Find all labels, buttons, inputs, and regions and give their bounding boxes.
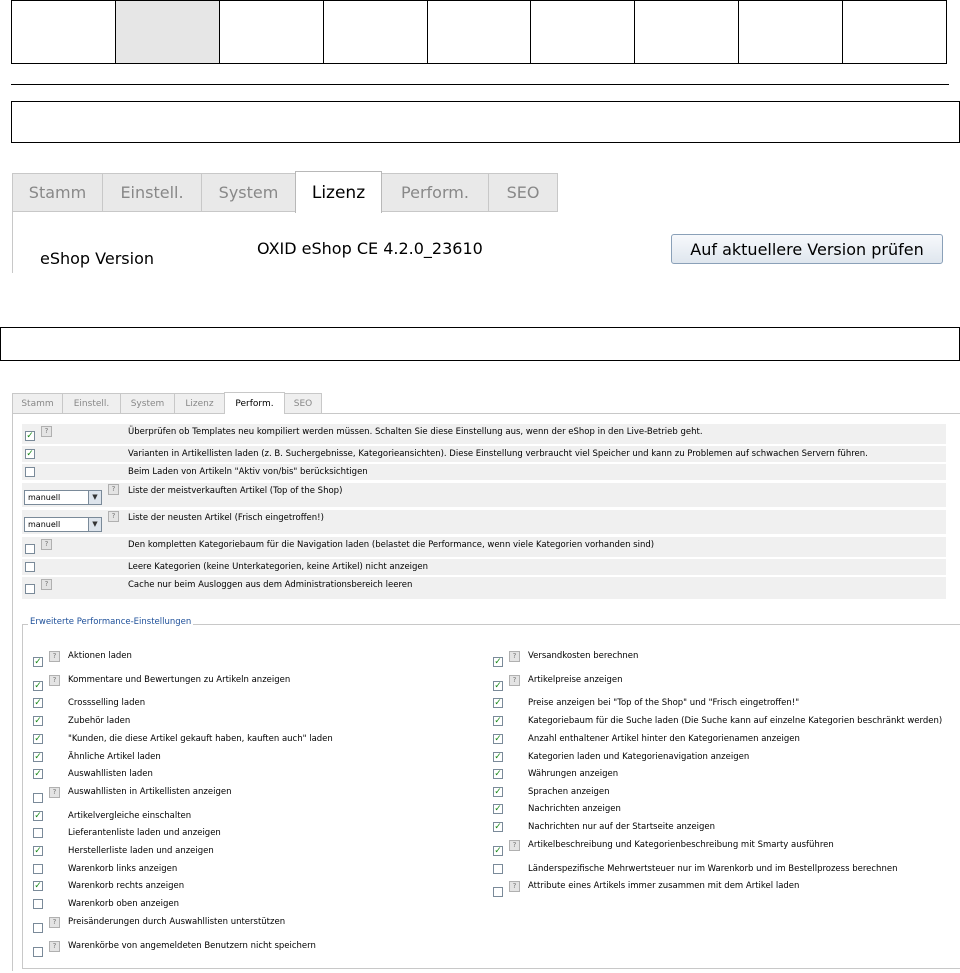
help-icon[interactable]: ?: [41, 579, 52, 590]
option-label: Zubehör laden: [68, 716, 131, 726]
top-cell: [324, 1, 428, 63]
help-icon[interactable]: ?: [509, 675, 520, 686]
help-icon[interactable]: ?: [509, 651, 520, 662]
option-label: Attribute eines Artikels immer zusammen mit dem Artikel laden: [528, 881, 800, 891]
eshop-version-value: OXID eShop CE 4.2.0_23610: [257, 239, 483, 258]
option-label: Aktionen laden: [68, 651, 132, 661]
checkbox-checked[interactable]: ✓: [34, 716, 42, 726]
horizontal-rule: [11, 84, 949, 85]
checkbox-checked[interactable]: ✓: [494, 716, 502, 726]
top-cell: [12, 1, 116, 63]
option-label: Crossselling laden: [68, 698, 146, 708]
help-icon[interactable]: ?: [108, 511, 119, 522]
checkbox[interactable]: [25, 562, 35, 572]
checkbox-checked[interactable]: ✓: [34, 769, 42, 779]
checkbox-checked[interactable]: ✓: [494, 681, 502, 691]
tab-underline: [12, 413, 960, 414]
checkbox[interactable]: [33, 899, 43, 909]
option-label: Den kompletten Kategoriebaum für die Navigation laden (belastet die Performance, wenn viele Kategorien vorhanden sind): [128, 540, 655, 550]
option-label: Liste der meistverkauften Artikel (Top of the Shop): [128, 486, 343, 496]
option-label: Überprüfen ob Templates neu kompiliert werden müssen. Schalten Sie diese Einstellung aus, wenn der eShop in den Live-Betrieb geht.: [128, 427, 703, 437]
checkbox[interactable]: [33, 828, 43, 838]
checkbox-checked[interactable]: ✓: [34, 681, 42, 691]
checkbox-checked[interactable]: ✓: [494, 657, 502, 667]
checkbox-checked[interactable]: ✓: [494, 734, 502, 744]
checkbox[interactable]: [33, 793, 43, 803]
check-version-button[interactable]: Auf aktuellere Version prüfen: [671, 234, 943, 264]
tab-einstell[interactable]: Einstell.: [102, 173, 202, 211]
help-icon[interactable]: ?: [509, 881, 520, 892]
license-tab-bar: [12, 171, 558, 211]
panel-border: [12, 413, 13, 971]
option-label: Cache nur beim Ausloggen aus dem Administrationsbereich leeren: [128, 580, 413, 590]
checkbox[interactable]: [33, 947, 43, 957]
sort-select[interactable]: manuell ▼: [24, 490, 102, 505]
checkbox-checked[interactable]: ✓: [494, 846, 502, 856]
option-label: Ähnliche Artikel laden: [68, 752, 161, 762]
checkbox-checked[interactable]: ✓: [34, 811, 42, 821]
tab-underline: [12, 211, 558, 212]
chevron-down-icon: ▼: [88, 491, 101, 504]
checkbox-checked[interactable]: ✓: [494, 752, 502, 762]
panel-border: [12, 211, 13, 273]
top-cell: [531, 1, 635, 63]
caption-box: [11, 101, 960, 143]
checkbox-checked[interactable]: ✓: [34, 846, 42, 856]
chevron-down-icon: ▼: [88, 518, 101, 531]
checkbox-checked[interactable]: ✓: [34, 881, 42, 891]
option-label: Warenkorb oben anzeigen: [68, 899, 179, 909]
option-label: Artikelvergleiche einschalten: [68, 811, 192, 821]
tab-lizenz[interactable]: Lizenz: [295, 171, 382, 213]
help-icon[interactable]: ?: [49, 675, 60, 686]
checkbox-checked[interactable]: ✓: [26, 431, 34, 441]
option-label: Artikelbeschreibung und Kategorienbeschreibung mit Smarty ausführen: [528, 840, 834, 850]
checkbox-checked[interactable]: ✓: [494, 804, 502, 814]
tab-lizenz[interactable]: Lizenz: [174, 393, 225, 413]
option-label: Lieferantenliste laden und anzeigen: [68, 828, 221, 838]
option-label: Herstellerliste laden und anzeigen: [68, 846, 214, 856]
help-icon[interactable]: ?: [49, 787, 60, 798]
help-icon[interactable]: ?: [108, 484, 119, 495]
checkbox-checked[interactable]: ✓: [494, 787, 502, 797]
option-label: Sprachen anzeigen: [528, 787, 610, 797]
tab-stamm[interactable]: Stamm: [12, 393, 63, 413]
help-icon[interactable]: ?: [49, 941, 60, 952]
option-label: Varianten in Artikellisten laden (z. B. Suchergebnisse, Kategorieansichten). Diese Einstellung verbraucht viel Speicher und kann zu Problemen auf schwachen Servern führen.: [128, 449, 868, 459]
checkbox-checked[interactable]: ✓: [494, 698, 502, 708]
checkbox-checked[interactable]: ✓: [34, 698, 42, 708]
checkbox[interactable]: [33, 864, 43, 874]
checkbox[interactable]: [33, 923, 43, 933]
checkbox-checked[interactable]: ✓: [34, 752, 42, 762]
option-label: Länderspezifische Mehrwertsteuer nur im Warenkorb und im Bestellprozess berechnen: [528, 864, 898, 874]
top-cell: [220, 1, 324, 63]
top-table: [11, 0, 947, 64]
checkbox[interactable]: [493, 887, 503, 897]
option-label: Auswahllisten in Artikellisten anzeigen: [68, 787, 232, 797]
option-label: Auswahllisten laden: [68, 769, 153, 779]
checkbox-checked[interactable]: ✓: [26, 449, 34, 459]
option-label: Kommentare und Bewertungen zu Artikeln anzeigen: [68, 675, 291, 685]
option-label: Warenkorb links anzeigen: [68, 864, 178, 874]
extended-performance-legend: Erweiterte Performance-Einstellungen: [30, 617, 192, 627]
checkbox-checked[interactable]: ✓: [494, 769, 502, 779]
tab-system[interactable]: System: [201, 173, 296, 211]
help-icon[interactable]: ?: [41, 426, 52, 437]
checkbox[interactable]: [25, 467, 35, 477]
option-label: Warenkörbe von angemeldeten Benutzern nicht speichern: [68, 941, 316, 951]
tab-system[interactable]: System: [120, 393, 175, 413]
option-label: Nachrichten nur auf der Startseite anzeigen: [528, 822, 715, 832]
option-label: Währungen anzeigen: [528, 769, 619, 779]
option-label: Versandkosten berechnen: [528, 651, 639, 661]
tab-stamm[interactable]: Stamm: [12, 173, 103, 211]
option-label: Liste der neusten Artikel (Frisch eingetroffen!): [128, 513, 324, 523]
top-cell: [635, 1, 739, 63]
tab-einstell[interactable]: Einstell.: [62, 393, 121, 413]
option-label: "Kunden, die diese Artikel gekauft haben, kauften auch" laden: [68, 734, 333, 744]
checkbox[interactable]: [25, 584, 35, 594]
caption-box: [0, 327, 960, 361]
tab-seo[interactable]: SEO: [488, 173, 558, 211]
option-label: Kategorien laden und Kategorienavigation anzeigen: [528, 752, 750, 762]
option-label: Preise anzeigen bei "Top of the Shop" und "Frisch eingetroffen!": [528, 698, 800, 708]
top-cell: [739, 1, 843, 63]
perform-tab-bar: [12, 392, 322, 414]
option-label: Kategoriebaum für die Suche laden (Die Suche kann auf einzelne Kategorien beschränkt werden): [528, 716, 943, 726]
option-label: Anzahl enthaltener Artikel hinter den Kategorienamen anzeigen: [528, 734, 800, 744]
checkbox-checked[interactable]: ✓: [34, 734, 42, 744]
option-label: Leere Kategorien (keine Unterkategorien, keine Artikel) nicht anzeigen: [128, 562, 429, 572]
help-icon[interactable]: ?: [49, 651, 60, 662]
option-label: Nachrichten anzeigen: [528, 804, 621, 814]
checkbox-checked[interactable]: ✓: [34, 657, 42, 667]
checkbox-checked[interactable]: ✓: [494, 822, 502, 832]
help-icon[interactable]: ?: [41, 539, 52, 550]
tab-seo[interactable]: SEO: [284, 393, 322, 413]
sort-select[interactable]: manuell ▼: [24, 517, 102, 532]
option-label: Preisänderungen durch Auswahllisten unterstützen: [68, 917, 286, 927]
option-label: Beim Laden von Artikeln "Aktiv von/bis" berücksichtigen: [128, 467, 368, 477]
help-icon[interactable]: ?: [49, 917, 60, 928]
option-label: Warenkorb rechts anzeigen: [68, 881, 185, 891]
checkbox[interactable]: [25, 544, 35, 554]
checkbox[interactable]: [493, 864, 503, 874]
eshop-version-label: eShop Version: [40, 249, 155, 268]
top-cell-shaded: [116, 1, 220, 63]
tab-perform[interactable]: Perform.: [381, 173, 489, 211]
help-icon[interactable]: ?: [509, 840, 520, 851]
top-cell: [428, 1, 532, 63]
tab-perform[interactable]: Perform.: [224, 392, 285, 414]
top-cell: [843, 1, 946, 63]
option-label: Artikelpreise anzeigen: [528, 675, 623, 685]
